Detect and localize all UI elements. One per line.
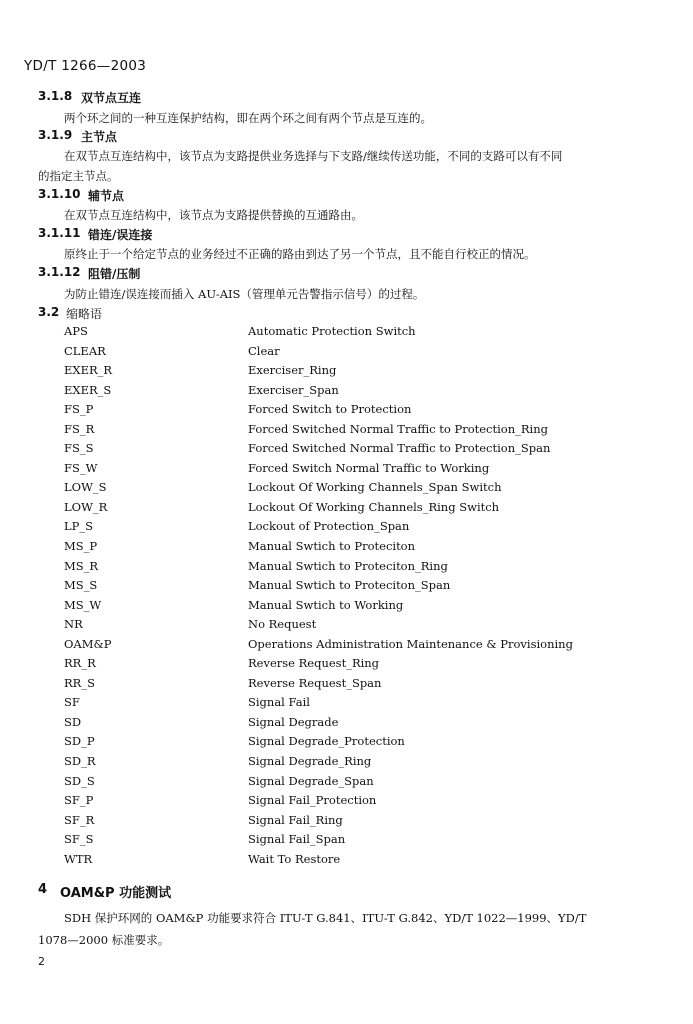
section-number: 3.1.11 [38,226,81,240]
section-text: 两个环之间的一种互连保护结构，即在两个环之间有两个节点是互连的。 [64,111,432,125]
abbreviation-term: FS_R [64,421,95,436]
abbreviation-term: SF_R [64,812,95,827]
abbreviation-term: RR_S [64,675,95,690]
abbreviation-definition: Manual Swtich to Working [248,597,404,612]
abbreviation-definition: Automatic Protection Switch [248,324,416,338]
abbreviation-definition: Manual Swtich to Proteciton_Ring [248,558,448,573]
abbreviation-definition: Manual Swtich to Proteciton_Span [248,578,451,593]
abbreviation-definition: Wait To Restore [248,851,341,866]
section-text: 原终止于一个给定节点的业务经过不正确的路由到达了另一个节点，且不能自行校正的情况。 [64,247,536,261]
abbreviation-definition: Exerciser_Ring [248,363,337,378]
abbreviation-definition: No Request [248,617,317,632]
section-title: 辅节点 [88,189,125,203]
abbreviation-term: FS_P [64,402,94,417]
abbreviation-term: EXER_R [64,363,113,378]
abbreviation-term: APS [64,324,88,338]
section-text: 为防止错连/误连接而插入 AU-AIS（管理单元告警指示信号）的过程。 [64,287,425,301]
abbreviation-definition: Signal Fail_Ring [248,812,343,827]
abbreviation-definition: Signal Fail_Protection [248,793,377,808]
section-text: 在双节点互连结构中，该节点为支路提供业务选择与下支路/继续传送功能，不同的支路可以有不同 [64,149,563,163]
abbreviation-definition: Signal Degrade_Span [248,773,374,788]
abbreviation-term: MS_W [64,597,102,612]
abbreviation-term: FS_W [64,460,98,475]
section-number: 3.2 [38,305,60,319]
abbreviation-term: SF_S [64,832,94,847]
abbreviation-definition: Exerciser_Span [248,382,339,397]
abbreviation-term: CLEAR [64,343,106,358]
chapter-number: 4 [38,882,48,897]
abbreviation-term: OAM&P [64,636,112,651]
abbreviation-term: SD_P [64,734,95,749]
abbreviation-term: SF_P [64,793,94,808]
abbreviation-definition: Manual Swtich to Proteciton [248,539,416,554]
abbreviation-definition: Reverse Request_Ring [248,656,380,671]
section-number: 3.1.8 [38,89,73,103]
section-text: 的指定主节点。 [38,169,119,183]
section-number: 3.1.12 [38,265,81,279]
abbreviation-definition: Forced Switch to Protection [248,402,412,417]
abbreviation-definition: Signal Degrade_Ring [248,754,372,769]
abbreviation-term: LOW_S [64,480,107,495]
section-title: 双节点互连 [81,91,142,105]
abbreviation-definition: Lockout Of Working Channels_Ring Switch [248,499,500,514]
abbreviation-definition: Lockout Of Working Channels_Span Switch [248,480,502,495]
section-number: 3.1.9 [38,128,73,142]
abbreviation-term: FS_S [64,441,94,456]
abbreviation-definition: Signal Fail_Span [248,832,346,847]
page-number: 2 [38,955,45,968]
abbreviation-definition: Operations Administration Maintenance & Provisioning [248,636,573,651]
section-number: 3.1.10 [38,187,81,201]
abbreviation-definition: Forced Switched Normal Traffic to Protection_Ring [248,421,548,436]
abbreviation-definition: Reverse Request_Span [248,675,382,690]
section-text: 在双节点互连结构中，该节点为支路提供替换的互通路由。 [64,208,363,222]
abbreviation-definition: Signal Degrade_Protection [248,734,405,749]
abbreviation-definition: Signal Degrade [248,714,339,729]
abbreviation-term: MS_R [64,558,99,573]
section-title: 阻错/压制 [88,267,141,281]
abbreviation-definition: Lockout of Protection_Span [248,519,410,534]
abbreviation-term: SD [64,714,82,729]
abbreviation-term: WTR [64,851,93,866]
abbreviation-term: NR [64,617,83,632]
abbreviation-definition: Forced Switched Normal Traffic to Protection_Span [248,441,551,456]
chapter-text: 1078—2000 标准要求。 [38,933,170,947]
abbreviation-term: SD_S [64,773,95,788]
section-title: 错连/误连接 [88,228,153,242]
document-header: YD/T 1266—2003 [24,58,147,74]
abbreviation-term: RR_R [64,656,96,671]
section-title: 主节点 [81,130,118,144]
abbreviation-definition: Signal Fail [248,695,310,710]
abbreviation-term: EXER_S [64,382,112,397]
abbreviation-term: MS_S [64,578,98,593]
abbreviation-term: LP_S [64,519,94,534]
abbreviation-definition: Forced Switch Normal Traffic to Working [248,460,490,475]
abbreviation-term: LOW_R [64,499,108,514]
abbreviation-definition: Clear [248,343,280,358]
abbreviation-term: SF [64,695,80,710]
abbreviation-term: MS_P [64,539,98,554]
abbreviation-term: SD_R [64,754,96,769]
chapter-text: SDH 保护环网的 OAM&P 功能要求符合 ITU-T G.841、ITU-T G.842、YD/T 1022—1999、YD/T [64,911,587,925]
section-title: 缩略语 [66,307,103,321]
chapter-title: OAM&P 功能测试 [60,886,172,901]
